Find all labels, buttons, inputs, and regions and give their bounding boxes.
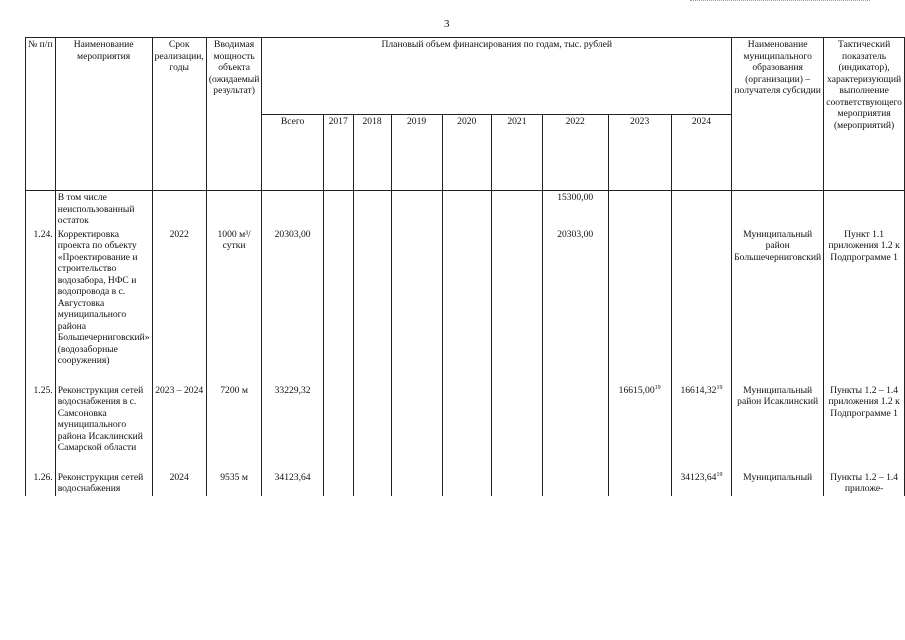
row-num: 1.24.	[26, 228, 56, 368]
row-2022: 15300,00	[542, 191, 608, 228]
row-num: 1.26.	[26, 471, 56, 496]
row-2023	[608, 191, 671, 228]
row-recipient: Муниципальный район Большечерниговский	[732, 228, 824, 368]
row-indicator	[824, 191, 905, 228]
header-name: Наименование мероприятия	[55, 38, 152, 191]
header-indicator: Тактический показатель (индикатор), характеризующий выполнение соответствующего мероприятия (мероприятий)	[824, 38, 905, 191]
row-indicator: Пункт 1.1 приложения 1.2 к Подпрограмме 1	[824, 228, 905, 368]
row-2023	[608, 228, 671, 368]
header-year-2023: 2023	[608, 114, 671, 191]
table-row	[26, 471, 905, 496]
row-2024	[671, 191, 731, 228]
header-recipient: Наименование муниципального образования (организации) – получателя субсидии	[732, 38, 824, 191]
row-2024: 34123,64$^{19}$	[671, 471, 731, 496]
header-term: Срок реализации, годы	[152, 38, 206, 191]
header-year-2018: 2018	[353, 114, 391, 191]
row-term: 2022	[152, 228, 206, 368]
row-recipient: Муниципальный район Исаклинский	[732, 384, 824, 455]
header-year-2024: 2024	[671, 114, 731, 191]
row-capacity: 1000 м³/сутки	[206, 228, 262, 368]
header-capacity: Вводимая мощность объекта (ожидаемый результат)	[206, 38, 262, 191]
row-num	[26, 191, 56, 228]
header-total: Всего	[262, 114, 323, 191]
row-num: 1.25.	[26, 384, 56, 455]
row-2024: 16614,32$^{19}$	[671, 384, 731, 455]
footnote-ref: 19	[716, 384, 723, 391]
row-total: 34123,64	[262, 471, 323, 496]
header-year-2017: 2017	[323, 114, 353, 191]
row-2023	[608, 471, 671, 496]
table-row	[26, 384, 905, 455]
row-capacity: 7200 м	[206, 384, 262, 455]
header-funding: Плановый объем финансирования по годам, тыс. рублей	[262, 38, 732, 115]
footnote-ref: 19	[716, 471, 723, 478]
funding-table	[25, 37, 905, 496]
row-total: 20303,00	[262, 228, 323, 368]
header-year-2021: 2021	[491, 114, 542, 191]
table-row	[26, 191, 905, 228]
row-indicator: Пункты 1.2 – 1.4 приложе-	[824, 471, 905, 496]
row-name: В том числе неиспользованный остаток	[55, 191, 152, 228]
row-2023: 16615,00$^{19}$	[608, 384, 671, 455]
header-year-2022: 2022	[542, 114, 608, 191]
row-2024	[671, 228, 731, 368]
row-2022	[542, 471, 608, 496]
top-edge-line	[690, 0, 870, 2]
header-num: № п/п	[26, 38, 56, 191]
row-total: 33229,32	[262, 384, 323, 455]
row-total	[262, 191, 323, 228]
header-year-2020: 2020	[442, 114, 491, 191]
row-name: Реконструкция сетей водоснабжения в с. Самсоновка муниципального района Исаклинский Самарской области	[55, 384, 152, 455]
footnote-ref: 19	[654, 384, 661, 391]
row-name: Корректировка проекта по объекту «Проектирование и строительство водозабора, НФС и водопровода в с. Августовка муниципального района Большечерниговский» (водозаборные сооружения)	[55, 228, 152, 368]
row-term: 2023 – 2024	[152, 384, 206, 455]
row-indicator: Пункты 1.2 – 1.4 приложения 1.2 к Подпрограмме 1	[824, 384, 905, 455]
row-name: Реконструкция сетей водоснабжения	[55, 471, 152, 496]
row-2022: 20303,00	[542, 228, 608, 368]
row-term	[152, 191, 206, 228]
row-2022	[542, 384, 608, 455]
header-year-2019: 2019	[391, 114, 442, 191]
row-capacity: 9535 м	[206, 471, 262, 496]
row-term: 2024	[152, 471, 206, 496]
page-number: 3	[444, 18, 450, 30]
table-row	[26, 228, 905, 368]
row-recipient	[732, 191, 824, 228]
row-recipient: Муниципальный	[732, 471, 824, 496]
row-capacity	[206, 191, 262, 228]
